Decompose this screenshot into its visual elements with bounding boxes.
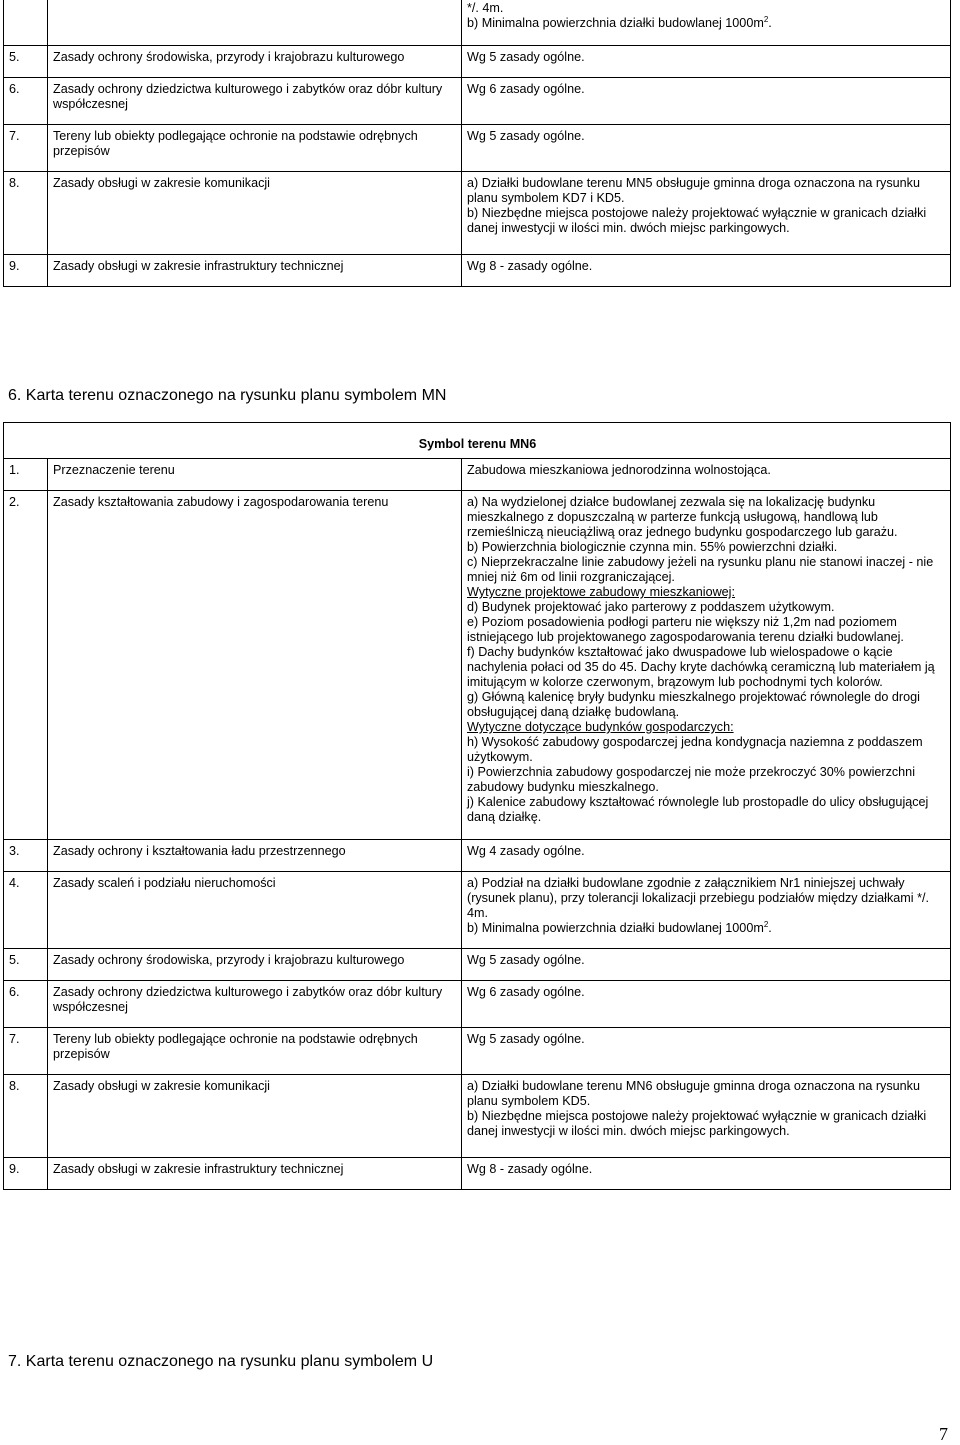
page-number: 7 [939,1424,948,1444]
table-mn6 [3,422,951,1190]
table-row: 7. Tereny lub obiekty podlegające ochronie na podstawie odrębnych przepisów Wg 5 zasady ogólne. [4,1028,951,1075]
table-row: 4. Zasady scaleń i podziału nieruchomości a) Podział na działki budowlane zgodnie z załącznikiem Nr1 niniejszej uchwały (rysunek planu), przy tolerancji lokalizacji przebiegu podziałów między działkami */. 4m. b) Minimalna powierzchnia działki budowlanej $1000m^2$. [4,872,951,949]
table-row: 2. Zasady kształtowania zabudowy i zagospodarowania terenu a) Na wydzielonej działce budowlanej zezwala się na lokalizację budynku mieszkalnego z dopuszczalną w parterze funkcją usługową, handlową lub rzemieślniczą nieuciążliwą oraz jednego budynku gospodarczego lub garażu. b) Powierzchnia biologicznie czynna min. 55% powierzchni działki. c) Nieprzekraczalne linie zabudowy jeżeli na rysunku planu nie stanowi inaczej - nie mniej niż 6m od linii rozgraniczającej. Wytyczne projektowe zabudowy mieszkaniowej: d) Budynek projektować jako parterowy z poddaszem użytkowym. e) Poziom posadowienia podłogi parteru nie większy niż 1,2m nad poziomem istniejącego lub projektowanego zagospodarowania terenu działki budowlanej. f) Dachy budynków kształtować jako dwuspadowe lub wielospadowe o kącie nachylenia połaci od 35 do 45. Dachy kryte dachówką ceramiczną lub materiałem ją imitującym w kolorze czerwonym, brązowym lub pochodnymi tych kolorów. g) Główną kalenicę bryły budynku mieszkalnego projektować równolegle do drogi obsługującej daną działkę budowlaną. Wytyczne dotyczące budynków gospodarczych: h) Wysokość zabudowy gospodarczej jedna kondygnacja naziemna z poddaszem użytkowym. i) Powierzchnia zabudowy gospodarczej nie może przekroczyć 30% powierzchni zabudowy budynku mieszkalnego. j) Kalenice zabudowy kształtować równolegle lub prostopadle do ulicy obsługującej daną działkę. [4,491,951,840]
cell-value: */. 4m. b) Minimalna powierzchnia działki budowlanej $1000m^2$. [462,0,951,46]
table-row: 8. Zasady obsługi w zakresie komunikacji a) Działki budowlane terenu MN5 obsługuje gminna droga oznaczona na rysunku planu symbolem KD7 i KD5. b) Niezbędne miejsca postojowe należy projektować wyłącznie w granicach działki danej inwestycji w ilości min. dwóch miejsc parkingowych. [4,172,951,255]
table-row [4,0,951,46]
table-row: 8. Zasady obsługi w zakresie komunikacji a) Działki budowlane terenu MN6 obsługuje gminna droga oznaczona na rysunku planu symbolem KD5. b) Niezbędne miejsca postojowe należy projektować wyłącznie w granicach działki danej inwestycji w ilości min. dwóch miejsc parkingowych. [4,1075,951,1158]
section-heading-7: 7. Karta terenu oznaczonego na rysunku planu symbolem U [8,1353,434,1370]
table-row [4,423,951,459]
table-row: 9. Zasady obsługi w zakresie infrastruktury technicznej Wg 8 - zasady ogólne. [4,255,951,287]
table-row: 1. Przeznaczenie terenu Zabudowa mieszkaniowa jednorodzinna wolnostojąca. [4,459,951,491]
symbol-header: Symbol terenu MN6 [4,423,951,459]
table-row: 7. Tereny lub obiekty podlegające ochronie na podstawie odrębnych przepisów Wg 5 zasady ogólne. [4,125,951,172]
table-row: 5. Zasady ochrony środowiska, przyrody i krajobrazu kulturowego Wg 5 zasady ogólne. [4,46,951,78]
table-row: 5. Zasady ochrony środowiska, przyrody i krajobrazu kulturowego Wg 5 zasady ogólne. [4,949,951,981]
table-row: 6. Zasady ochrony dziedzictwa kulturowego i zabytków oraz dóbr kultury współczesnej Wg 6 zasady ogólne. [4,981,951,1028]
table-mn5-continuation [3,0,951,287]
table-row: 6. Zasady ochrony dziedzictwa kulturowego i zabytków oraz dóbr kultury współczesnej Wg 6 zasady ogólne. [4,78,951,125]
table-row: 3. Zasady ochrony i kształtowania ładu przestrzennego Wg 4 zasady ogólne. [4,840,951,872]
section-heading-6: 6. Karta terenu oznaczonego na rysunku planu symbolem MN [8,387,447,404]
table-row: 9. Zasady obsługi w zakresie infrastruktury technicznej Wg 8 - zasady ogólne. [4,1158,951,1190]
